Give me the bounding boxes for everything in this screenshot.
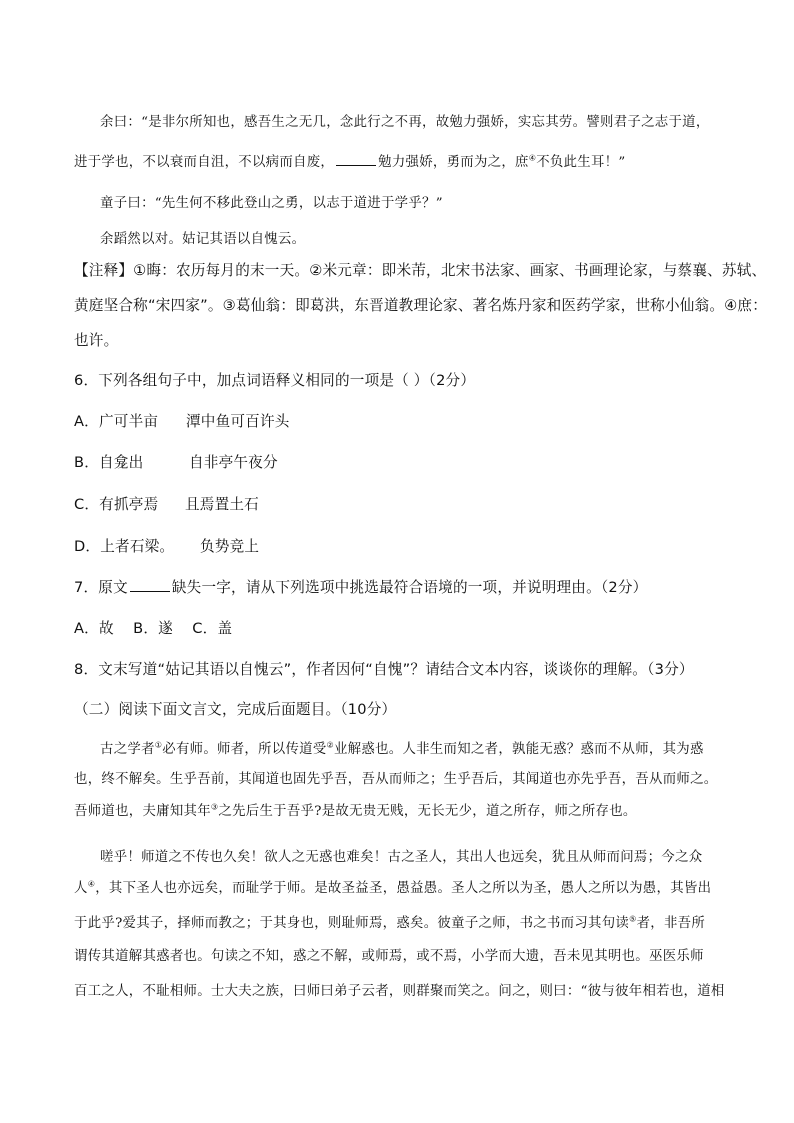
option-d-text-2: 负势竞上 — [200, 538, 260, 555]
option-d-text-1: D．上者石梁。 — [74, 538, 175, 555]
notes-line-1: 【注释】①晦：农历每月的末一天。②米元章：即米芾，北宋书法家、画家、书画理论家，与蔡襄、苏轼、 — [74, 262, 767, 279]
option-b-text-2: 自非亭午夜分 — [189, 454, 278, 471]
passage-line-7: 谓传其道解其惑者也。句读之不知，惑之不解，或师焉，或不焉，小学而大遗，吾未见其明也。巫医乐师 — [74, 949, 704, 964]
footnote-marker: ③ — [210, 802, 219, 812]
passage-text: 之先后生于吾乎?是故无贵无贱，无长无少，道之所存，师之所存也。 — [218, 804, 637, 819]
option-c-text-1: C．有抓亭焉 — [74, 496, 159, 513]
passage-line-1 — [100, 738, 704, 757]
question-6-option-b — [74, 451, 278, 472]
passage-line-3 — [74, 800, 637, 819]
question-8-stem: 8．文末写道“姑记其语以自愧云”，作者因何“自愧”？请结合文本内容，谈谈你的理解。（3分） — [74, 661, 694, 678]
question-6-option-a — [74, 410, 290, 431]
footnote-marker: ④ — [528, 153, 537, 163]
fill-in-blank — [336, 153, 376, 166]
question-7-stem — [74, 576, 647, 597]
notes-line-2: 黄庭坚合称“宋四家”。③葛仙翁：即葛洪，东晋道教理论家、著名炼丹家和医药学家，世称小仙翁。④庶： — [74, 297, 768, 314]
story-paragraph-3: 余蹈然以对。姑记其语以自愧云。 — [100, 232, 306, 247]
passage-line-6 — [74, 912, 705, 931]
q7-text: 缺失一字，请从下列选项中挑选最符合语境的一项，并说明理由。（2分） — [171, 579, 648, 596]
passage-line-4: 嗟乎！师道之不传也久矣！欲人之无惑也难矣！古之圣人，其出人也远矣，犹且从师而问焉；今之众 — [100, 850, 703, 865]
passage-line-8: 百工之人，不耻相师。士大夫之族，曰师曰弟子云者，则群聚而笑之。问之，则曰：“彼与彼年相若也，道相 — [74, 984, 725, 999]
passage-line-2: 也，终不解矣。生乎吾前，其闻道也固先乎吾，吾从而师之；生乎吾后，其闻道也亦先乎吾，吾从而师之。 — [74, 772, 718, 787]
fill-in-blank — [130, 579, 170, 592]
option-a-text-1: A．广可半亩 — [74, 413, 159, 430]
notes-line-3: 也许。 — [74, 332, 119, 349]
passage-text: 人 — [74, 881, 88, 896]
story-text: 勉力强娇，勇而为之，庶 — [378, 155, 529, 170]
passage-text: ，其下圣人也亦远矣，而耻学于师。是故圣益圣，愚益愚。圣人之所以为圣，愚人之所以为愚，其皆出 — [95, 881, 712, 896]
question-6-option-c — [74, 493, 259, 514]
footnote-marker: ① — [154, 740, 163, 750]
question-6-stem: 6．下列各组句子中，加点词语释义相同的一项是（ ）（2分） — [74, 372, 476, 389]
question-6-option-d — [74, 535, 259, 556]
story-paragraph-1-line-1: 余曰：“是非尔所知也，感吾生之无几，念此行之不再，故勉力强娇，实忘其劳。譬则君子之志于道， — [100, 115, 710, 130]
passage-text: 业解惑也。人非生而知之者，孰能无惑？惑而不从师，其为惑 — [334, 742, 704, 757]
story-paragraph-2: 童子曰：“先生何不移此登山之勇，以志于道进于学乎？” — [100, 196, 443, 211]
passage-text: 者，非吾所 — [636, 916, 706, 931]
passage-text: 吾师道也，夫庸知其年 — [74, 804, 211, 819]
footnote-marker: ② — [326, 740, 335, 750]
section-2-heading: （二）阅读下面文言文，完成后面题目。（10分） — [74, 701, 397, 718]
passage-text: 于此乎?爱其子，择师而教之；于其身也，则耻师焉，惑矣。彼童子之师，书之书而习其句读 — [74, 916, 630, 931]
passage-text: 必有师。师者，所以传道受 — [162, 742, 327, 757]
footnote-marker: ⑤ — [629, 914, 637, 924]
passage-line-5 — [74, 877, 711, 896]
story-text: 进于学也，不以衰而自沮，不以病而自废， — [74, 155, 335, 170]
q7-text: 7．原文 — [74, 579, 128, 596]
footnote-marker: ④ — [87, 879, 96, 889]
passage-text: 古之学者 — [100, 742, 155, 757]
story-paragraph-1-line-2 — [74, 151, 626, 170]
option-c-text-2: 且焉置土石 — [185, 496, 259, 513]
story-text: 不负此生耳！” — [536, 155, 626, 170]
question-7-options: A．故 B．遂 C．盖 — [74, 620, 233, 637]
option-b-text-1: B．自龛出 — [74, 454, 144, 471]
option-a-text-2: 潭中鱼可百许头 — [186, 413, 290, 430]
